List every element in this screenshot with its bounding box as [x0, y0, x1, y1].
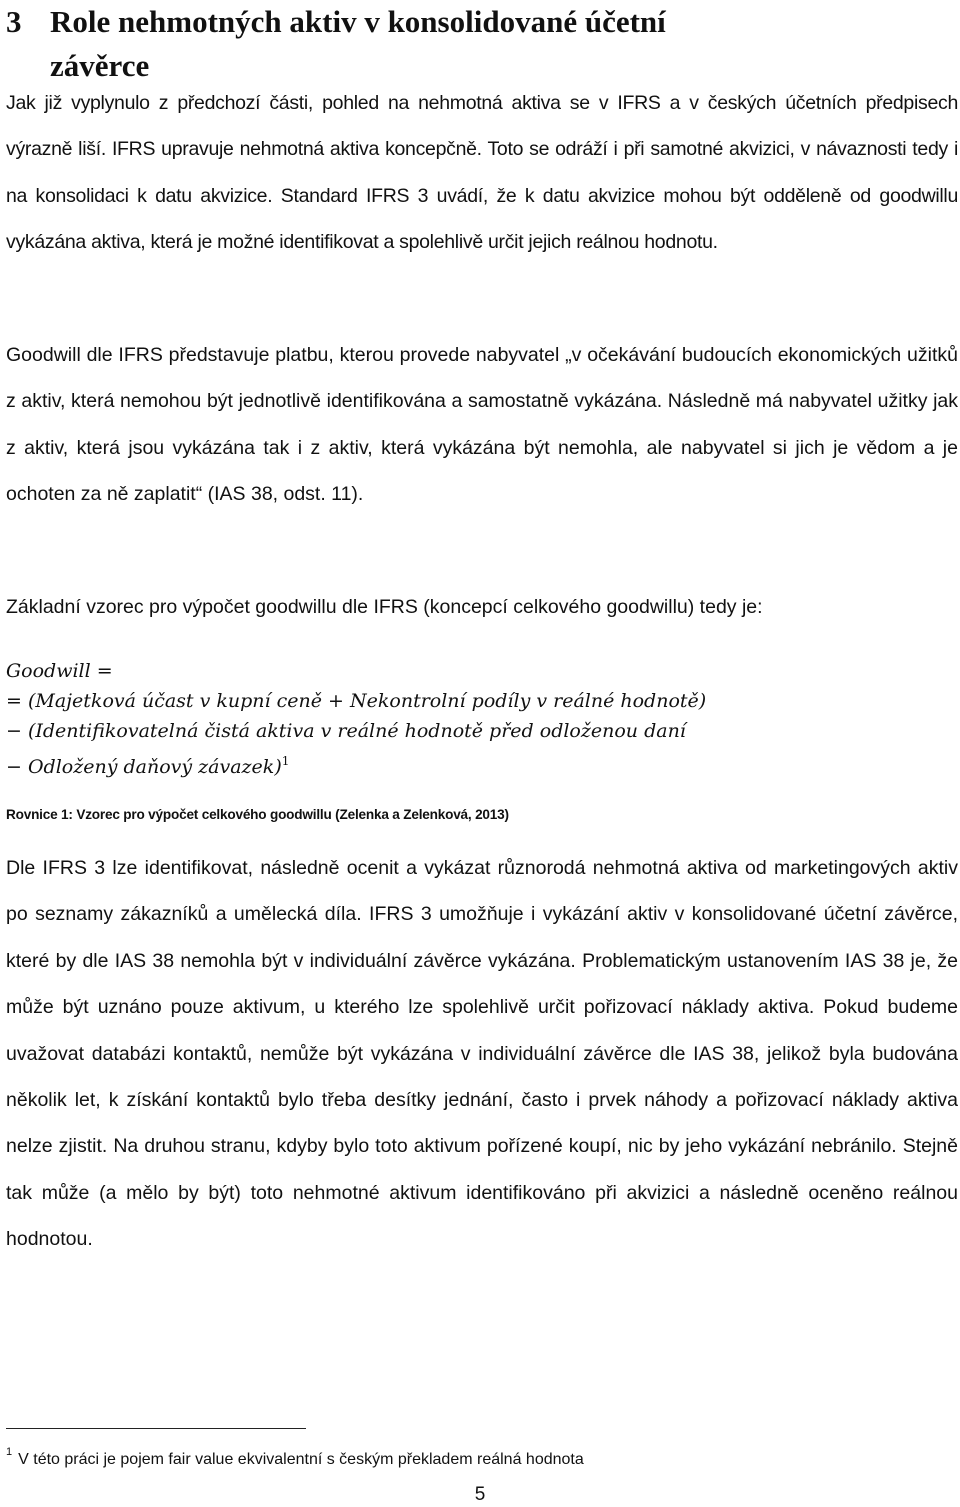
section-number: 3: [6, 4, 22, 39]
footnote-text: V této práci je pojem fair value ekvivalentní s českým překladem reálná hodnota: [18, 1451, 584, 1468]
formula-line-4: [6, 746, 958, 782]
footnote-separator: [6, 1428, 306, 1429]
formula-line-1: Goodwill =: [6, 660, 113, 682]
page-number: 5: [474, 1484, 486, 1505]
paragraph-ifrs3-intangibles: Dle IFRS 3 lze identifikovat, následně ocenit a vykázat různorodá nehmotná aktiva od marketingových aktiv po seznamy zákazníků a umělecká díla. IFRS 3 umožňuje i vykázání aktiv v konsolidované účetní závěrce, které by dle IAS 38 nemohla být v individuální závěrce vykázána. Problematickým ustanovením IAS 38 je, že může být uznáno pouze aktivum, u kterého lze spolehlivě určit pořizovací náklady aktiva. Pokud budeme uvažovat databázi kontaktů, nemůže být vykázána v individuální závěrce dle IAS 38, jelikož byla budována několik let, k získání kontaktů bylo třeba desítky jednání, často i prvek náhody a pořizovací náklady aktiva nelze zjistit. Na druhou stranu, kdyby bylo toto aktivum pořízené koupí, nic by jeho vykázání nebránilo. Stejně tak může (a mělo by být) toto nehmotné aktivum identifikováno při akvizici a následně oceněno reálnou hodnotou.: [6, 857, 958, 1251]
equation-caption: Rovnice 1: Vzorec pro výpočet celkového goodwillu (Zelenka a Zelenková, 2013): [6, 807, 509, 822]
formula-line-4-text: − Odložený daňový závazek): [6, 756, 282, 778]
footnote-reference: 1: [281, 754, 290, 768]
paragraph-formula-intro: Základní vzorec pro výpočet goodwillu dle IFRS (koncepcí celkového goodwillu) tedy je:: [6, 596, 763, 618]
section-title-line2: závěrce: [50, 48, 150, 83]
formula-line-2: = (Majetková účast v kupní ceně + Nekontrolní podíly v reálné hodnotě): [6, 690, 707, 712]
paragraph-goodwill-definition: Goodwill dle IFRS představuje platbu, kterou provede nabyvatel „v očekávání budoucích ekonomických užitků z aktiv, která nemohou být jednotlivě identifikována a samostatně vykázána. Následně má nabyvatel užitky jak z aktiv, která jsou vykázána tak i z aktiv, která vykázána být nemohla, ale nabyvatel si jich je vědom a je ochoten za ně zaplatit“ (IAS 38, odst. 11).: [6, 344, 958, 506]
footnote-marker: 1: [6, 1446, 13, 1458]
paragraph-intro: Jak již vyplynulo z předchozí části, pohled na nehmotná aktiva se v IFRS a v českých účetních předpisech výrazně liší. IFRS upravuje nehmotná aktiva koncepčně. Toto se odráží i při samotné akvizici, v návaznosti tedy i na konsolidaci k datu akvizice. Standard IFRS 3 uvádí, že k datu akvizice mohou být odděleně od goodwillu vykázána aktiva, která je možné identifikovat a spolehlivě určit jejich reálnou hodnotu.: [6, 92, 958, 254]
footnote: [6, 1440, 584, 1472]
section-title-line1: Role nehmotných aktiv v konsolidované účetní: [50, 4, 666, 39]
goodwill-formula: [6, 656, 958, 782]
formula-line-3: − (Identifikovatelná čistá aktiva v reálné hodnotě před odloženou daní: [6, 720, 686, 742]
section-heading: [6, 0, 956, 88]
